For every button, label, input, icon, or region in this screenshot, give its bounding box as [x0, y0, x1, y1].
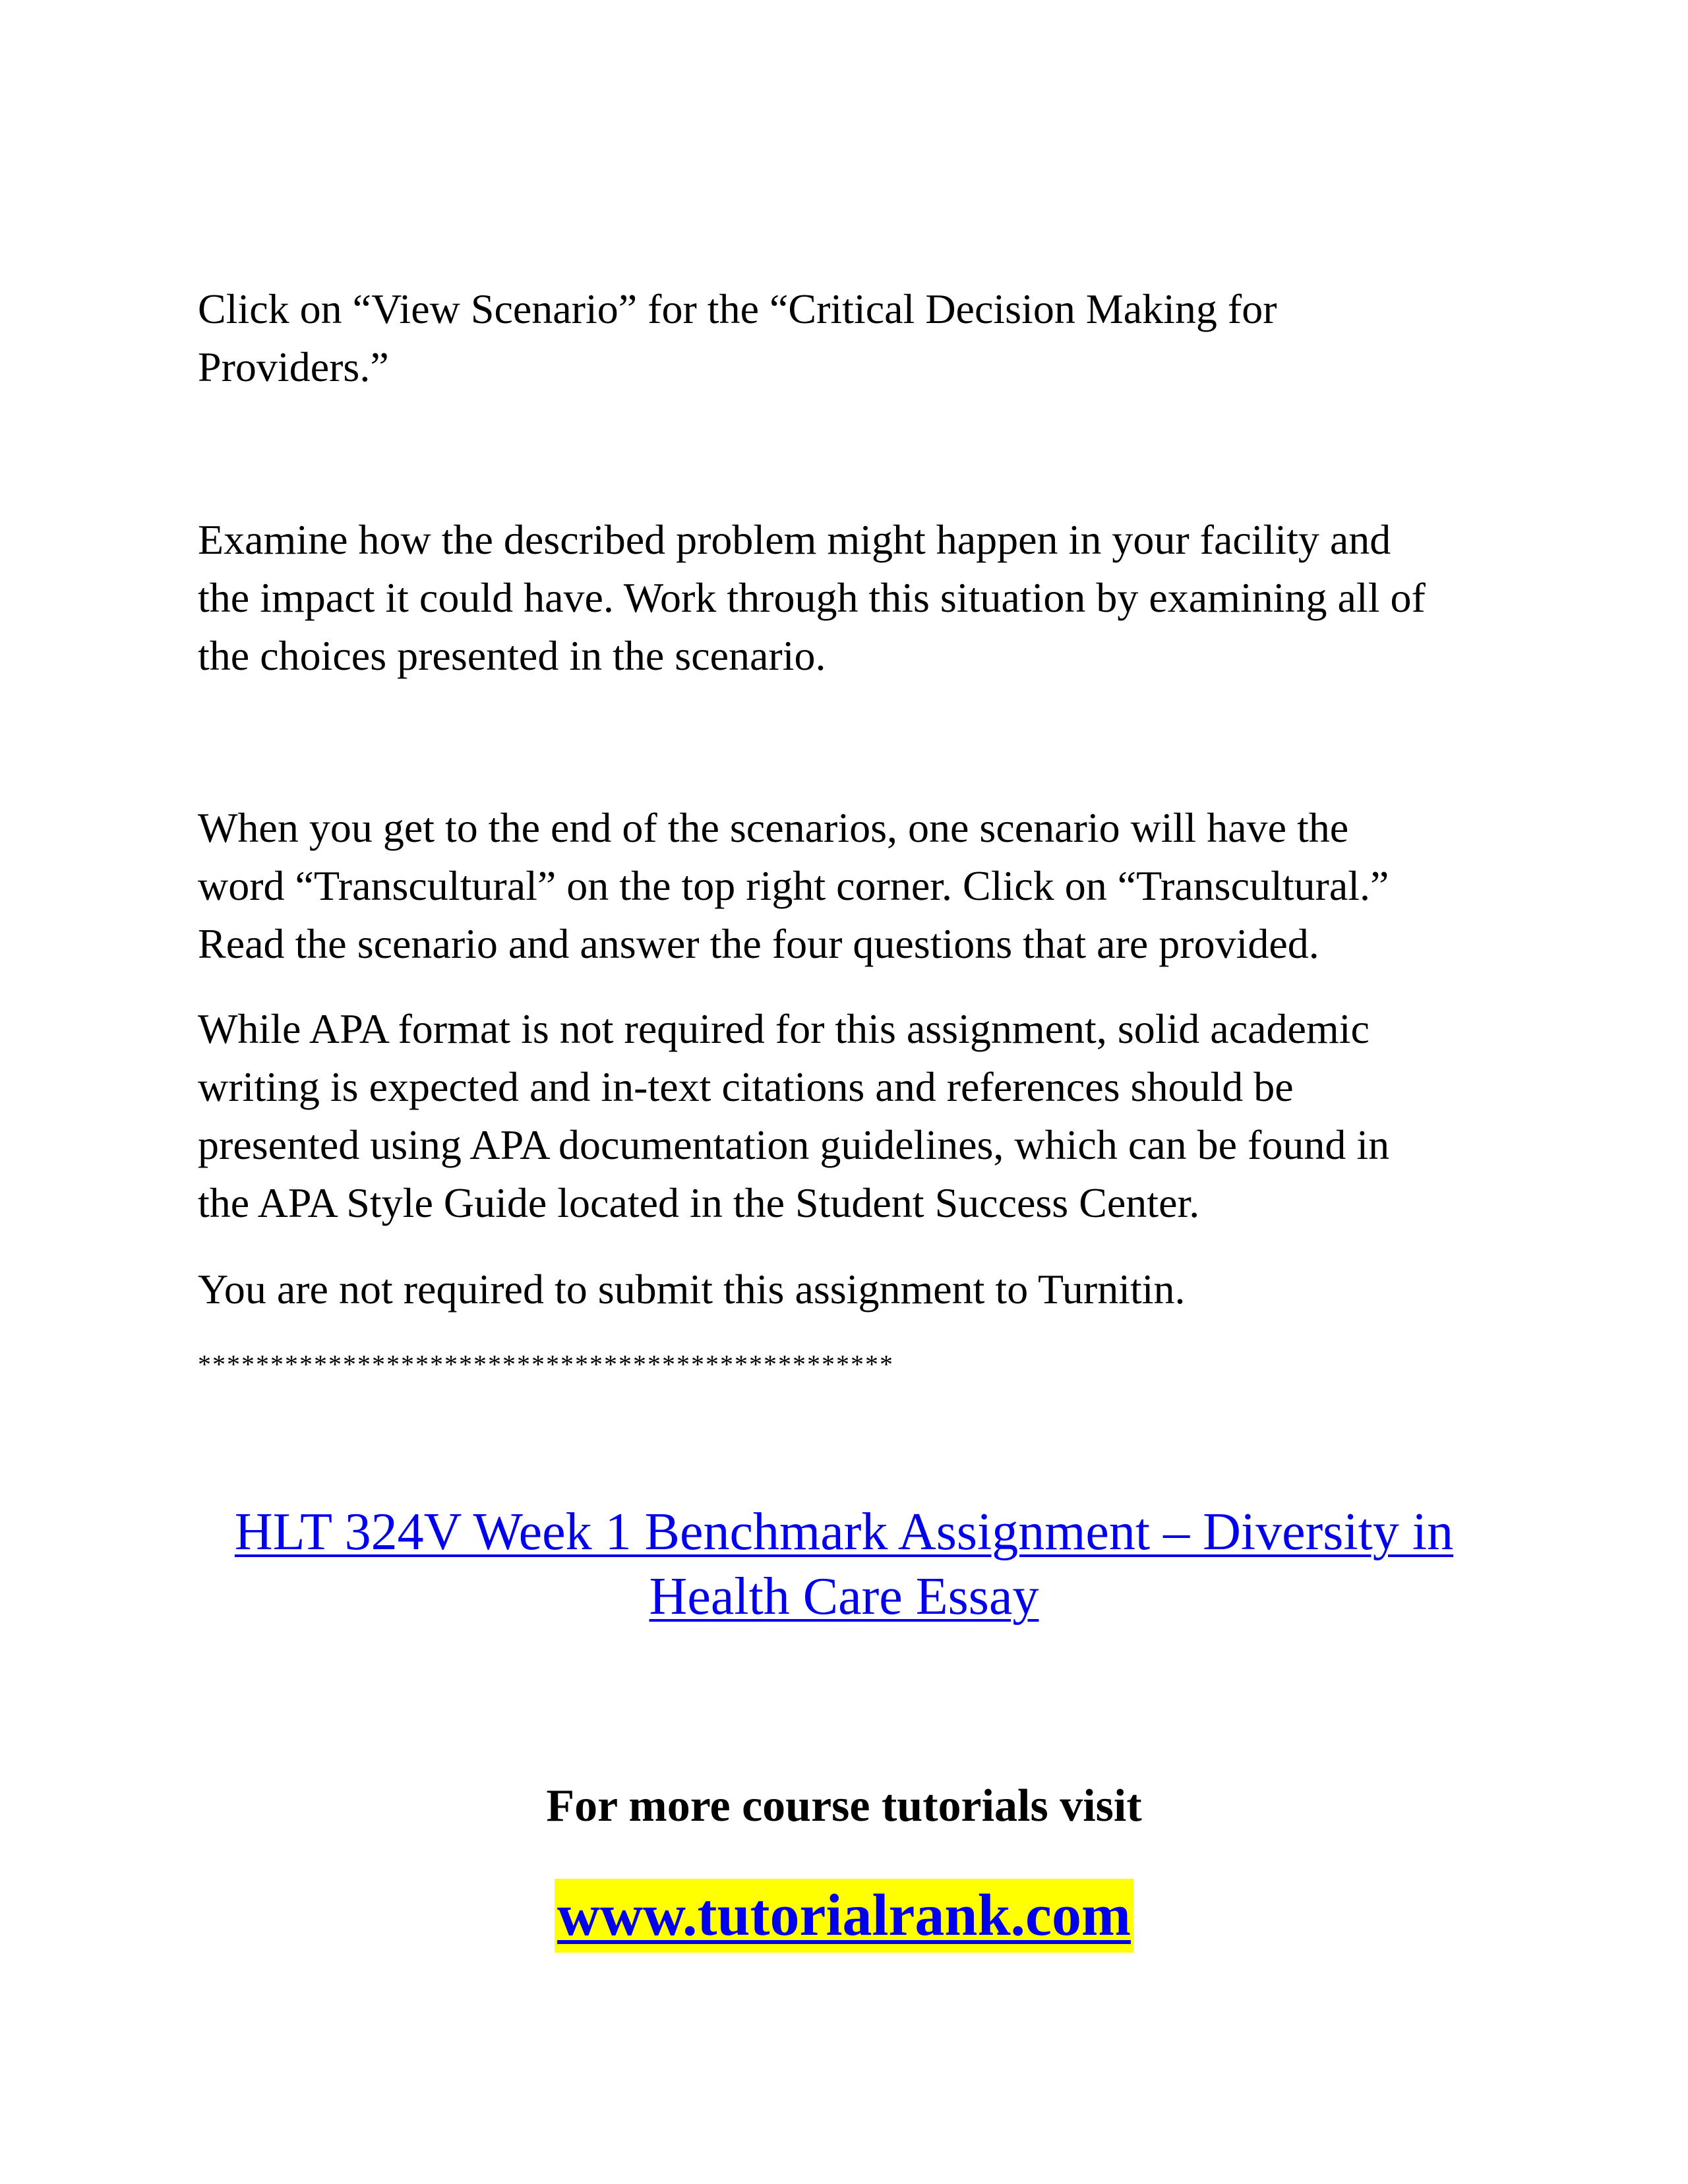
promo-text: For more course tutorials visit	[546, 1781, 1142, 1831]
paragraph-turnitin: You are not required to submit this assignment to Turnitin.	[198, 1266, 1186, 1313]
promo-url-link[interactable]: www.tutorialrank.com	[555, 1879, 1133, 1953]
assignment-title-link[interactable]: HLT 324V Week 1 Benchmark Assignment – Diversity in Health Care Essay	[234, 1503, 1454, 1626]
paragraph-view-scenario: Click on “View Scenario” for the “Critical Decision Making for Providers.”	[198, 285, 1277, 390]
promo-url-container	[0, 1879, 1688, 1953]
paragraph-examine-problem: Examine how the described problem might happen in your facility and the impact it could have. Work through this situation by examining all of the choices presented in the scenario.	[198, 516, 1426, 679]
assignment-title	[0, 1500, 1688, 1629]
asterisk-separator: ************************************************	[198, 1349, 894, 1379]
paragraph-apa-format: While APA format is not required for this assignment, solid academic writing is expected and in-text citations and references should be presented using APA documentation guidelines, which can be found in the APA Style Guide located in the Student Success Center.	[198, 1005, 1390, 1226]
paragraph-transcultural: When you get to the end of the scenarios, one scenario will have the word “Transcultural” on the top right corner. Click on “Transcultural.” Read the scenario and answer the four questions that are provided.	[198, 804, 1389, 967]
